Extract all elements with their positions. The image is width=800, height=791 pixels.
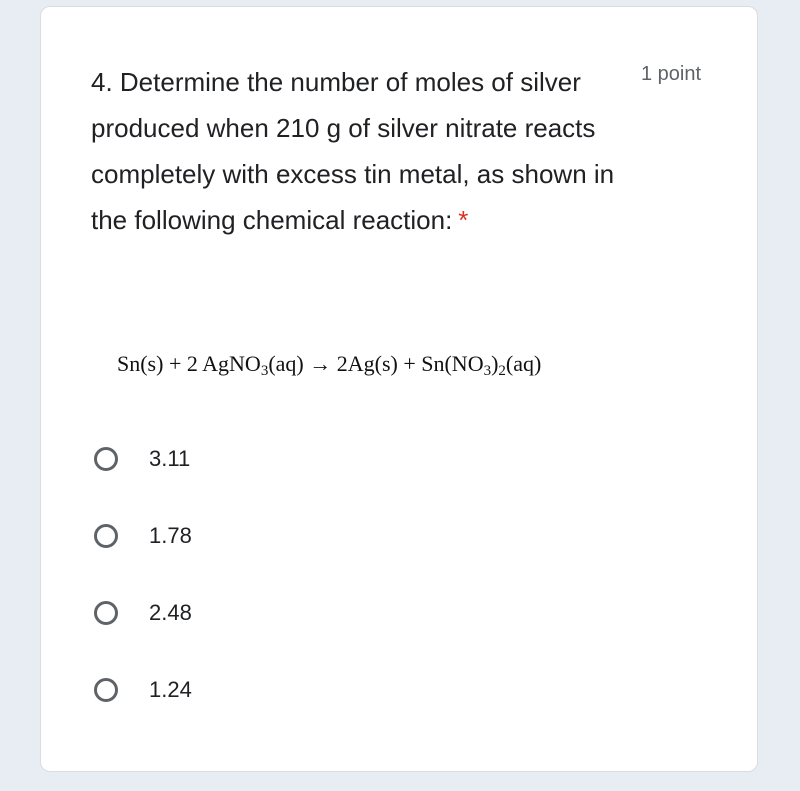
required-asterisk: * xyxy=(458,205,469,235)
equation-subscript-2: 3 xyxy=(483,363,492,379)
option-3[interactable] xyxy=(91,589,192,637)
equation-subscript-3: 2 xyxy=(498,363,506,379)
option-label: 1.78 xyxy=(149,523,192,548)
radio-button-icon[interactable] xyxy=(94,524,118,548)
points-label: 1 point xyxy=(641,63,702,85)
option-label: 3.11 xyxy=(149,446,191,471)
option-1[interactable] xyxy=(91,435,192,483)
option-label: 2.48 xyxy=(149,600,192,625)
equation-part-3: ) xyxy=(491,351,499,376)
equation-part-2: (aq) → 2Ag(s) + Sn(NO xyxy=(268,351,484,376)
equation-part-1: Sn(s) + 2 AgNO xyxy=(117,351,261,376)
equation-part-4: (aq) xyxy=(505,351,542,376)
question-text: 4. Determine the number of moles of silver produced when 210 g of silver nitrate reacts completely with excess tin metal, as shown in the following chemical reaction: xyxy=(91,67,615,235)
chemical-equation xyxy=(117,351,541,377)
equation-subscript-1: 3 xyxy=(260,363,269,379)
option-label: 1.24 xyxy=(149,677,192,702)
question-card xyxy=(40,6,758,772)
radio-button-icon[interactable] xyxy=(94,678,118,702)
option-2[interactable] xyxy=(91,512,192,560)
radio-button-icon[interactable] xyxy=(94,447,118,471)
question-title xyxy=(91,59,631,243)
answer-options xyxy=(91,435,192,743)
radio-button-icon[interactable] xyxy=(94,601,118,625)
option-4[interactable] xyxy=(91,666,192,714)
